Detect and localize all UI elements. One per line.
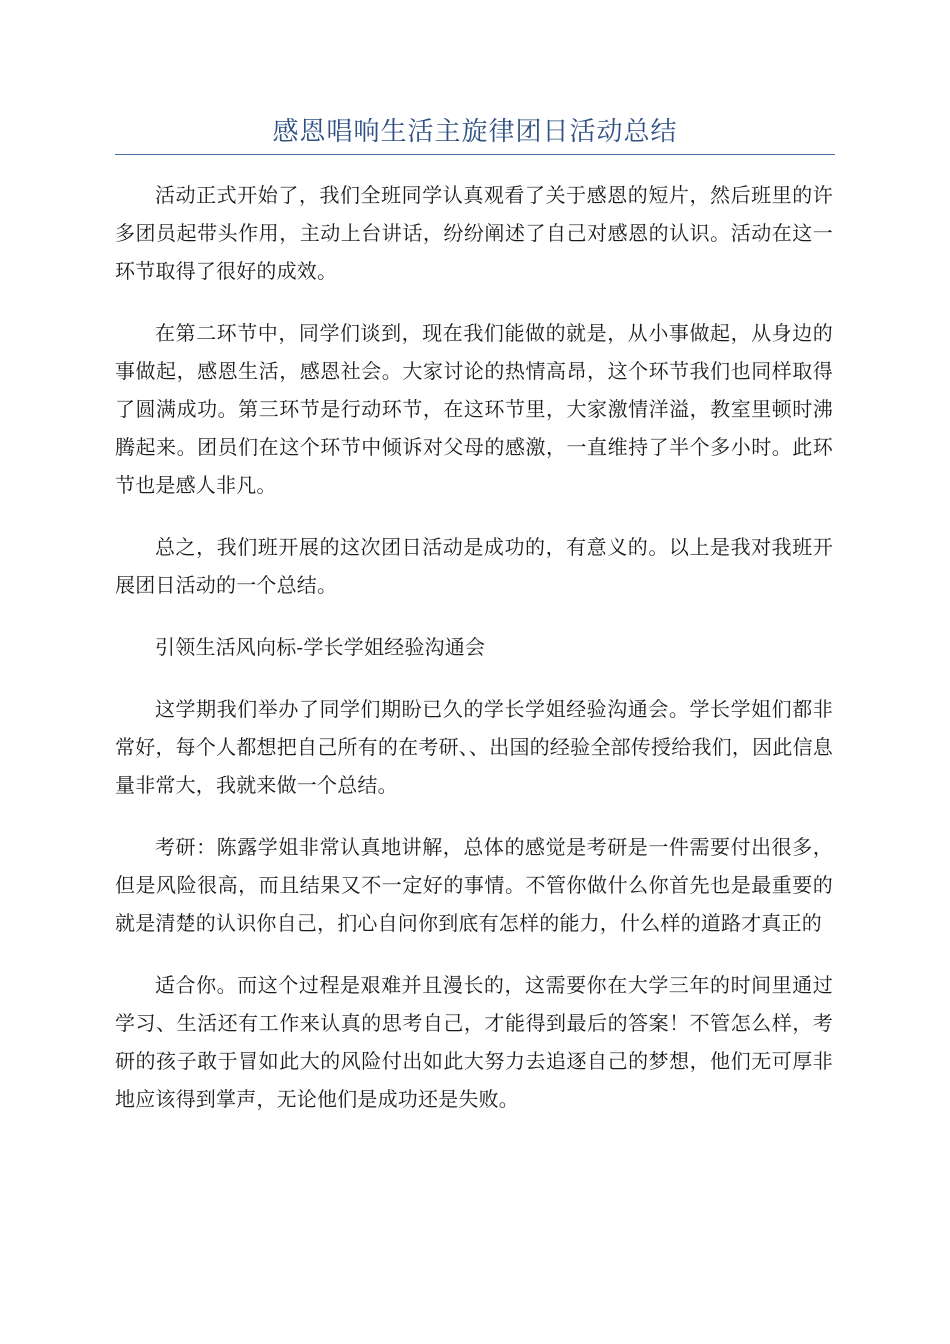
paragraph-6: 适合你。而这个过程是艰难并且漫长的，这需要你在大学三年的时间里通过学习、生活还有工作来认真的思考自己，才能得到最后的答案！不管怎么样，考研的孩子敢于冒如此大的风险付出如此大努力去追逐自己的梦想，他们无可厚非地应该得到掌声，无论他们是成功还是失败。: [115, 973, 833, 1111]
paragraph-5: 考研：陈露学姐非常认真地讲解，总体的感觉是考研是一件需要付出很多，但是风险很高，而且结果又不一定好的事情。不管你做什么你首先也是最重要的就是清楚的认识你自己，扪心自问你到底有怎样的能力，什么样的道路才真正的: [115, 835, 833, 935]
document-body: [115, 176, 833, 1142]
paragraph-1: 活动正式开始了，我们全班同学认真观看了关于感恩的短片，然后班里的许多团员起带头作用，主动上台讲话，纷纷阐述了自己对感恩的认识。活动在这一环节取得了很好的成效。: [115, 183, 833, 283]
paragraph-3: 总之，我们班开展的这次团日活动是成功的，有意义的。以上是我对我班开展团日活动的一个总结。: [115, 535, 833, 597]
paragraph-4: 这学期我们举办了同学们期盼已久的学长学姐经验沟通会。学长学姐们都非常好，每个人都想把自己所有的在考研、、出国的经验全部传授给我们，因此信息量非常大，我就来做一个总结。: [115, 697, 833, 797]
paragraph-2: 在第二环节中，同学们谈到，现在我们能做的就是，从小事做起，从身边的事做起，感恩生活，感恩社会。大家讨论的热情高昂，这个环节我们也同样取得了圆满成功。第三环节是行动环节，在这环节里，大家激情洋溢，教室里顿时沸腾起来。团员们在这个环节中倾诉对父母的感激，一直维持了半个多小时。此环节也是感人非凡。: [115, 321, 833, 497]
document-title: 感恩唱响生活主旋律团日活动总结: [272, 117, 678, 147]
title-underline: [115, 154, 835, 155]
section-heading: 引领生活风向标-学长学姐经验沟通会: [155, 635, 486, 659]
